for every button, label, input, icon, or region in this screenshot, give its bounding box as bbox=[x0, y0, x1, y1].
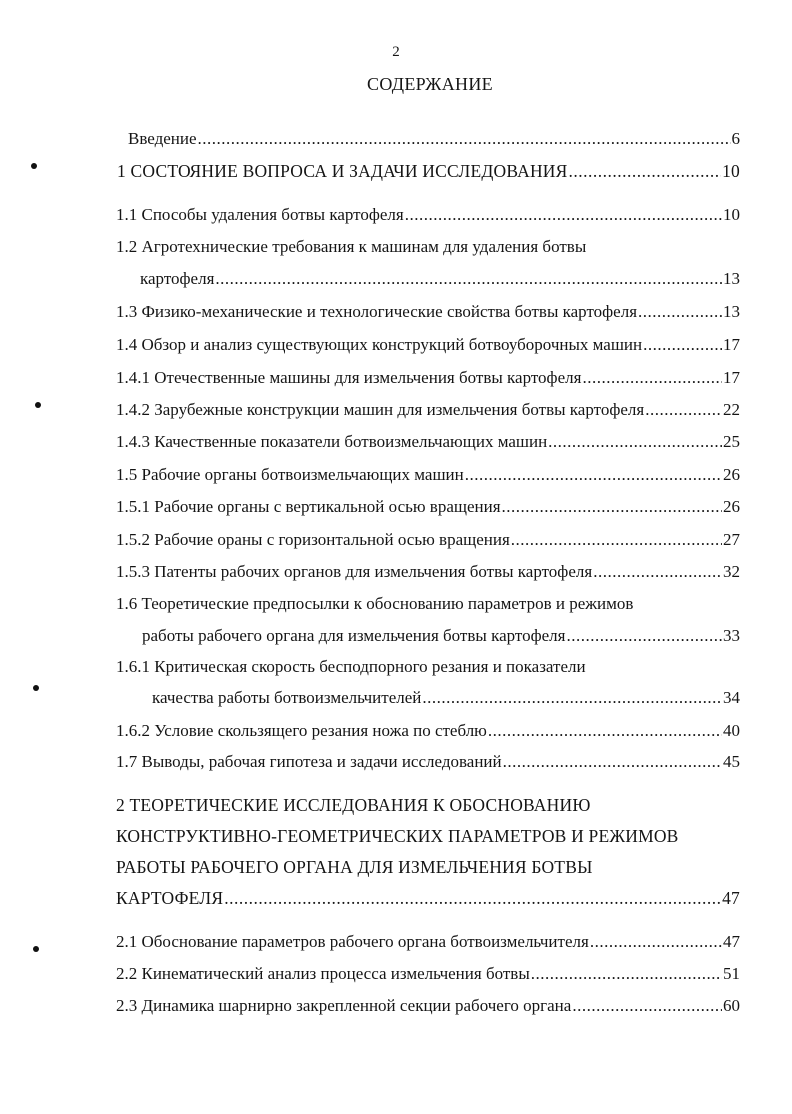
toc-entry-1-5[interactable] bbox=[116, 465, 740, 485]
toc-entry-page: 10 bbox=[723, 205, 740, 224]
toc-entry-label: картофеля bbox=[140, 269, 215, 288]
toc-leader-dots bbox=[572, 996, 722, 1016]
toc-entry-label: 1.5.1 Рабочие органы с вертикальной осью вращения bbox=[116, 497, 501, 516]
toc-entry-page: 17 bbox=[723, 335, 740, 354]
toc-leader-dots bbox=[465, 465, 722, 485]
toc-entry-label: 1.6.2 Условие скользящего резания ножа по стеблю bbox=[116, 721, 487, 740]
toc-entry-intro[interactable] bbox=[128, 129, 740, 149]
page-title: СОДЕРЖАНИЕ bbox=[367, 74, 493, 94]
toc-entry-chapter-2-line2[interactable]: КОНСТРУКТИВНО-ГЕОМЕТРИЧЕСКИХ ПАРАМЕТРОВ И РЕЖИМОВ bbox=[116, 826, 679, 846]
toc-entry-page: 32 bbox=[723, 562, 740, 581]
toc-entry-label: 1.4.3 Качественные показатели ботвоизмельчающих машин bbox=[116, 432, 548, 451]
toc-leader-dots bbox=[569, 161, 722, 182]
toc-entry-label: 1.5.2 Рабочие ораны с горизонтальной осью вращения bbox=[116, 530, 510, 549]
toc-leader-dots bbox=[531, 964, 722, 984]
toc-entry-label: 1.4 Обзор и анализ существующих конструкций ботвоуборочных машин bbox=[116, 335, 643, 354]
toc-leader-dots bbox=[215, 269, 722, 289]
toc-leader-dots bbox=[488, 721, 722, 741]
toc-entry-1-4-3[interactable] bbox=[116, 432, 740, 452]
toc-entry-2-2[interactable] bbox=[116, 964, 740, 984]
toc-entry-page: 27 bbox=[723, 530, 740, 549]
toc-entry-label: 1.4.2 Зарубежные конструкции машин для измельчения ботвы картофеля bbox=[116, 400, 645, 419]
toc-entry-1-6-1[interactable] bbox=[152, 688, 740, 708]
toc-entry-label: 1.5 Рабочие органы ботвоизмельчающих машин bbox=[116, 465, 464, 484]
toc-entry-1-4-1[interactable] bbox=[116, 368, 740, 388]
toc-entry-1-5-2[interactable] bbox=[116, 530, 740, 550]
toc-entry-page: 22 bbox=[723, 400, 740, 419]
toc-entry-label: работы рабочего органа для измельчения ботвы картофеля bbox=[142, 626, 566, 645]
toc-entry-page: 26 bbox=[723, 497, 740, 516]
toc-entry-1-2-line1[interactable]: 1.2 Агротехнические требования к машинам для удаления ботвы bbox=[116, 237, 587, 256]
toc-entry-1-2[interactable] bbox=[140, 269, 740, 289]
toc-entry-chapter-1[interactable] bbox=[117, 161, 740, 182]
toc-entry-page: 10 bbox=[722, 161, 740, 181]
toc-entry-chapter-2-line1[interactable]: 2 ТЕОРЕТИЧЕСКИЕ ИССЛЕДОВАНИЯ К ОБОСНОВАНИЮ bbox=[116, 795, 591, 815]
toc-entry-page: 40 bbox=[723, 721, 740, 740]
toc-entry-chapter-2[interactable] bbox=[116, 888, 740, 909]
toc-entry-label: 2.2 Кинематический анализ процесса измельчения ботвы bbox=[116, 964, 530, 983]
page-number: 2 bbox=[392, 44, 400, 60]
toc-entry-page: 33 bbox=[723, 626, 740, 645]
toc-leader-dots bbox=[548, 432, 722, 452]
toc-leader-dots bbox=[643, 335, 722, 355]
toc-entry-label: 2.1 Обоснование параметров рабочего органа ботвоизмельчителя bbox=[116, 932, 589, 951]
toc-entry-page: 45 bbox=[723, 752, 740, 771]
toc-entry-2-1[interactable] bbox=[116, 932, 740, 952]
toc-leader-dots bbox=[502, 497, 722, 517]
toc-entry-label: 1.4.1 Отечественные машины для измельчения ботвы картофеля bbox=[116, 368, 582, 387]
toc-entry-label: 2.3 Динамика шарнирно закрепленной секции рабочего органа bbox=[116, 996, 572, 1015]
toc-entry-page: 51 bbox=[723, 964, 740, 983]
toc-entry-label: 1.3 Физико-механические и технологические свойства ботвы картофеля bbox=[116, 302, 638, 321]
toc-entry-page: 47 bbox=[722, 888, 740, 908]
toc-entry-page: 25 bbox=[723, 432, 740, 451]
toc-entry-1-6-line1[interactable]: 1.6 Теоретические предпосылки к обоснованию параметров и режимов bbox=[116, 594, 634, 613]
toc-entry-page: 6 bbox=[731, 129, 740, 148]
toc-entry-page: 34 bbox=[723, 688, 740, 707]
toc-leader-dots bbox=[511, 530, 722, 550]
toc-entry-1-4-2[interactable] bbox=[116, 400, 740, 420]
toc-leader-dots bbox=[198, 129, 731, 149]
toc-entry-label: Введение bbox=[128, 129, 197, 148]
toc-entry-page: 26 bbox=[723, 465, 740, 484]
toc-entry-label: качества работы ботвоизмельчителей bbox=[152, 688, 422, 707]
toc-entry-label: КАРТОФЕЛЯ bbox=[116, 888, 224, 908]
toc-entry-1-6-2[interactable] bbox=[116, 721, 740, 741]
toc-entry-page: 47 bbox=[723, 932, 740, 951]
toc-entry-page: 13 bbox=[723, 269, 740, 288]
toc-entry-1-3[interactable] bbox=[116, 302, 740, 322]
toc-entry-page: 17 bbox=[723, 368, 740, 387]
toc-leader-dots bbox=[645, 400, 722, 420]
toc-entry-1-6-1-line1[interactable]: 1.6.1 Критическая скорость бесподпорного резания и показатели bbox=[116, 657, 586, 676]
toc-leader-dots bbox=[638, 302, 722, 322]
toc-entry-1-5-3[interactable] bbox=[116, 562, 740, 582]
toc-leader-dots bbox=[566, 626, 722, 646]
toc-entry-label: 1 СОСТОЯНИЕ ВОПРОСА И ЗАДАЧИ ИССЛЕДОВАНИЯ bbox=[117, 161, 568, 181]
toc-entry-label: 1.7 Выводы, рабочая гипотеза и задачи исследований bbox=[116, 752, 502, 771]
toc-leader-dots bbox=[590, 932, 722, 952]
toc-entry-page: 13 bbox=[723, 302, 740, 321]
toc-entry-1-5-1[interactable] bbox=[116, 497, 740, 517]
toc-entry-page: 60 bbox=[723, 996, 740, 1015]
toc-entry-1-6[interactable] bbox=[142, 626, 740, 646]
toc-leader-dots bbox=[593, 562, 722, 582]
toc-leader-dots bbox=[224, 888, 721, 909]
toc-entry-label: 1.5.3 Патенты рабочих органов для измельчения ботвы картофеля bbox=[116, 562, 593, 581]
toc-entry-1-4[interactable] bbox=[116, 335, 740, 355]
toc-entry-2-3[interactable] bbox=[116, 996, 740, 1016]
toc-entry-1-1[interactable] bbox=[116, 205, 740, 225]
toc-entry-chapter-2-line3[interactable]: РАБОТЫ РАБОЧЕГО ОРГАНА ДЛЯ ИЗМЕЛЬЧЕНИЯ БОТВЫ bbox=[116, 857, 593, 877]
toc-leader-dots bbox=[405, 205, 722, 225]
toc-leader-dots bbox=[422, 688, 722, 708]
toc-leader-dots bbox=[503, 752, 722, 772]
toc-leader-dots bbox=[582, 368, 722, 388]
toc-entry-1-7[interactable] bbox=[116, 752, 740, 772]
toc-entry-label: 1.1 Способы удаления ботвы картофеля bbox=[116, 205, 404, 224]
